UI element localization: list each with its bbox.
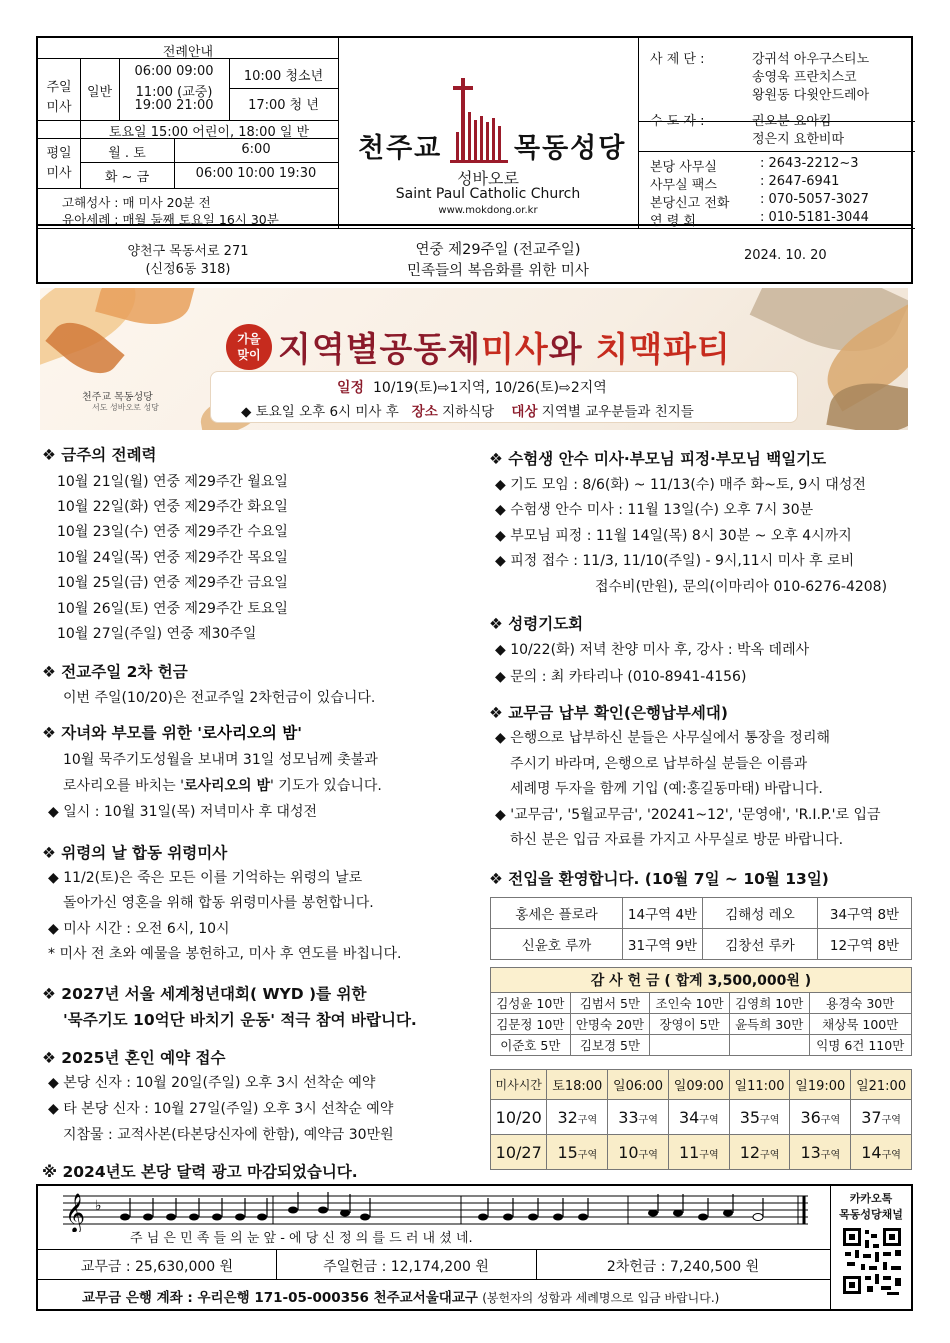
- liturgy-calendar-title: ❖ 금주의 전례력: [42, 446, 157, 464]
- contact-value-4: : 010-5181-3044: [760, 210, 869, 225]
- event-banner: [40, 288, 908, 430]
- spirit-prayer-title: ❖ 성령기도회: [489, 615, 584, 633]
- wedding-line-1: ◆ 본당 신자 : 10월 20일(주일) 오후 3시 선착순 예약: [48, 1075, 376, 1091]
- table-row: 김성윤 10만 김범서 5만 조인숙 10만 김영희 10만 용경숙 30만: [491, 993, 912, 1014]
- exam-line-2: ◆ 수험생 안수 미사 : 11월 13일(수) 오후 7시 30분: [495, 502, 814, 518]
- banner-logo-sub: 서도 성바오로 성당: [92, 403, 159, 412]
- religious-2: 정은지 요한비따: [752, 132, 845, 147]
- religious-label: 수 도 자 :: [650, 114, 705, 129]
- address-line-1: 양천구 목동서로 271: [127, 244, 249, 259]
- exam-line-5: 접수비(만원), 문의(이마리아 010-6276-4208): [595, 579, 888, 595]
- dues-title: ❖ 교무금 납부 확인(은행납부세대): [489, 704, 728, 722]
- liturgy-day-3: 10월 23일(수) 연중 제29주간 수요일: [57, 524, 288, 540]
- requiem-line-4: * 미사 전 초와 예물을 봉헌하고, 미사 후 연도를 바칩니다.: [48, 946, 402, 962]
- rosary-line-3: ◆ 일시 : 10월 31일(목) 저녁미사 후 대성전: [48, 804, 317, 820]
- mass-intention-title: 민족들의 복음화를 위한 미사: [407, 263, 589, 279]
- rosary-night-title: ❖ 자녀와 부모를 위한 '로사리오의 밤': [42, 724, 303, 742]
- young-adult-mass: 17:00 청 년: [248, 98, 319, 113]
- baptism-note: 유아세례 : 매월 둘째 토요일 16시 30분: [62, 212, 279, 227]
- banner-info-box: [210, 371, 798, 423]
- general-label: 일반: [86, 85, 113, 100]
- liturgy-day-6: 10월 26일(토) 연중 제29주간 토요일: [57, 601, 288, 617]
- liturgy-day-1: 10월 21일(월) 연중 제29주간 월요일: [57, 474, 288, 490]
- table-header: 감 사 헌 금 ( 합계 3,500,000원 ): [491, 968, 912, 993]
- welcome-table: [490, 897, 912, 960]
- exam-prayer-title: ❖ 수험생 안수 미사·부모님 피정·부모님 백일기도: [489, 450, 827, 468]
- weekday-day-1: 월 . 토: [108, 146, 146, 161]
- table-row: 이준호 5만 김보경 5만 익명 6건 110만: [491, 1035, 912, 1056]
- confession-note: 고해성사 : 매 미사 20분 전: [62, 195, 211, 210]
- qr-code-icon[interactable]: [841, 1226, 903, 1296]
- dues-total: 교무금 : 25,630,000 원: [80, 1259, 234, 1275]
- dues-line-4: ◆ '교무금', '5월교무금', '20241~12', '문영애', 'R.I.P.'로 입금: [495, 807, 881, 823]
- exam-line-1: ◆ 기도 모임 : 8/6(화) ~ 11/13(수) 매주 화~토, 9시 대성전: [495, 477, 866, 493]
- table-row: 10/20 32구역 33구역 34구역 35구역 36구역 37구역: [491, 1100, 912, 1135]
- contact-label-2: 사무실 팩스: [650, 178, 717, 193]
- thanks-offering-table: [490, 967, 912, 1056]
- liturgy-guide-title: 전례안내: [162, 45, 214, 60]
- patron-name: 성바오로: [457, 169, 519, 188]
- weekday-day-2: 화 ~ 금: [104, 170, 150, 185]
- church-logo-icon: [448, 72, 510, 164]
- dues-line-2: 주시기 바라며, 은행으로 납부하실 분들은 이름과: [510, 756, 808, 772]
- banner-schedule: 일정 10/19(토)⇨1지역, 10/26(토)⇨2지역: [337, 380, 607, 396]
- svg-text:𝄞: 𝄞: [65, 1193, 86, 1232]
- bulletin-date: 2024. 10. 20: [744, 248, 827, 263]
- contact-label-1: 본당 사무실: [650, 160, 717, 175]
- church-name-right: 목동성당: [514, 133, 627, 164]
- youth-mass: 10:00 청소년: [243, 69, 324, 84]
- contact-label-4: 연 령 회: [650, 214, 696, 229]
- footer-frame: [36, 1184, 913, 1311]
- sunday-time-3: 19:00 21:00: [134, 98, 214, 113]
- liturgy-day-7: 10월 27일(주일) 연중 제30주일: [57, 626, 257, 642]
- autumn-badge: 가을 맞이: [226, 324, 272, 370]
- contact-label-3: 본당신고 전화: [650, 196, 730, 211]
- liturgy-day-2: 10월 22일(화) 연중 제29주간 화요일: [57, 499, 288, 515]
- clergy-label: 사 제 단 :: [650, 52, 705, 67]
- kakao-label-2: 목동성당채널: [839, 1208, 903, 1221]
- sunday-collection-total: 주일헌금 : 12,174,200 원: [323, 1259, 489, 1275]
- second-collection-total: 2차헌금 : 7,240,500 원: [606, 1259, 760, 1275]
- table-header: 미사시간 토18:00 일06:00 일09:00 일11:00 일19:00 일21:00: [491, 1070, 912, 1100]
- exam-line-4: ◆ 피정 접수 : 11/3, 11/10(주일) - 9시,11시 미사 후 로비: [495, 553, 855, 569]
- contact-value-1: : 2643-2212~3: [760, 156, 859, 171]
- table-row: 신윤호 루까 31구역 9반 김창선 루카 12구역 8반: [491, 929, 912, 960]
- rosary-line-2: 로사리오를 바치는 '로사리오의 밤' 기도가 있습니다.: [63, 778, 382, 794]
- sunday-time-2: 11:00 (교중): [135, 85, 213, 100]
- contact-value-2: : 2647-6941: [760, 174, 840, 189]
- liturgy-day-5: 10월 25일(금) 연중 제29주간 금요일: [57, 575, 288, 591]
- sunday-mass-label: 주일 미사: [46, 80, 72, 115]
- banner-title: 지역별공동체미사와 치맥파티: [278, 330, 731, 370]
- wyd-line-2: '묵주기도 10억단 바치기 운동' 적극 참여 바랍니다.: [63, 1011, 417, 1029]
- requiem-title: ❖ 위령의 날 합동 위령미사: [42, 844, 228, 862]
- bank-account: 교무금 은행 계좌 : 우리은행 171-05-000356 천주교서울대교구 (봉헌자의 성함과 세례명으로 입금 바랍니다.): [82, 1290, 720, 1306]
- welcome-title: ❖ 전입을 환영합니다. (10월 7일 ~ 10월 13일): [489, 870, 829, 888]
- liturgy-day-4: 10월 24일(목) 연중 제29주간 목요일: [57, 550, 288, 566]
- contact-value-3: : 070-5057-3027: [760, 192, 869, 207]
- weekday-time-1: 6:00: [241, 142, 271, 157]
- hymn-lyrics: 주 님 은 민 족 들 의 눈 앞 - 에 당 신 정 의 를 드 러 내 셨 네.: [130, 1231, 473, 1246]
- requiem-line-2: 돌아가신 영혼을 위해 합동 위령미사를 봉헌합니다.: [63, 895, 374, 911]
- clergy-2: 송영욱 프란치스코: [752, 70, 857, 85]
- address-line-2: (신정6동 318): [145, 262, 231, 277]
- banner-logo-name: 천주교 목동성당: [82, 392, 153, 403]
- banner-details: ◆ 토요일 오후 6시 미사 후 장소 지하식당 대상 지역별 교우분들과 친지들: [241, 404, 694, 420]
- mission-collection-title: ❖ 전교주일 2차 헌금: [42, 663, 188, 681]
- church-name-left: 천주교: [358, 133, 443, 164]
- wedding-line-2: ◆ 타 본당 신자 : 10월 27일(주일) 오후 3시 선착순 예약: [48, 1101, 394, 1117]
- calendar-ad-note: ※ 2024년도 본당 달력 광고 마감되었습니다.: [42, 1163, 358, 1181]
- wedding-line-3: 지참물 : 교적사본(타본당신자에 한함), 예약금 30만원: [63, 1127, 394, 1143]
- weekday-time-2: 06:00 10:00 19:30: [195, 166, 317, 181]
- table-row: 홍세은 플로라 14구역 4반 김해성 레오 34구역 8반: [491, 898, 912, 929]
- table-row: 10/27 15구역 10구역 11구역 12구역 13구역 14구역: [491, 1135, 912, 1170]
- church-english-name: Saint Paul Catholic Church: [395, 186, 581, 202]
- clergy-3: 왕원동 다윗안드레아: [752, 88, 870, 103]
- clergy-1: 강귀석 아우구스티노: [752, 52, 870, 67]
- sunday-title: 연중 제29주일 (전교주일): [415, 242, 581, 258]
- saturday-mass: 토요일 15:00 어린이, 18:00 일 반: [108, 125, 310, 140]
- svg-text:♭: ♭: [95, 1198, 102, 1214]
- exam-line-3: ◆ 부모님 피정 : 11월 14일(목) 8시 30분 ~ 오후 4시까지: [495, 528, 852, 544]
- dues-line-3: 세례명 두자을 함께 기입 (예:홍길동마태) 바랍니다.: [510, 781, 823, 797]
- kakao-label-1: 카카오톡: [849, 1192, 893, 1205]
- wedding-title: ❖ 2025년 혼인 예약 접수: [42, 1049, 226, 1067]
- district-mass-schedule: [490, 1069, 912, 1170]
- requiem-line-3: ◆ 미사 시간 : 오전 6시, 10시: [48, 921, 230, 937]
- table-row: 김문정 10만 안명숙 20만 장영이 5만 윤득희 30만 채상묵 100만: [491, 1014, 912, 1035]
- requiem-line-1: ◆ 11/2(토)은 죽은 모든 이를 기억하는 위령의 날로: [48, 870, 363, 886]
- wyd-line-1: ❖ 2027년 서울 세계청년대회( WYD )를 위한: [42, 985, 367, 1003]
- rosary-line-1: 10월 묵주기도성월을 보내며 31일 성모님께 촛불과: [63, 752, 378, 768]
- spirit-line-2: ◆ 문의 : 최 카타리나 (010-8941-4156): [495, 669, 747, 685]
- religious-1: 권오분 요아킴: [752, 114, 832, 129]
- website[interactable]: www.mokdong.or.kr: [438, 205, 538, 216]
- mission-collection-text: 이번 주일(10/20)은 전교주일 2차헌금이 있습니다.: [63, 690, 376, 706]
- dues-line-1: ◆ 은행으로 납부하신 분들은 사무실에서 통장을 정리해: [495, 730, 830, 746]
- sunday-time-1: 06:00 09:00: [134, 64, 214, 79]
- dues-line-5: 하신 분은 입금 자료를 가지고 사무실로 방문 바랍니다.: [510, 832, 844, 848]
- bulletin-subheader: [36, 226, 913, 284]
- music-staff: [63, 1192, 808, 1232]
- bulletin-header: [36, 36, 913, 229]
- spirit-line-1: ◆ 10/22(화) 저녁 찬양 미사 후, 강사 : 박옥 데레사: [495, 642, 810, 658]
- weekday-mass-label: 평일 미사: [46, 146, 72, 181]
